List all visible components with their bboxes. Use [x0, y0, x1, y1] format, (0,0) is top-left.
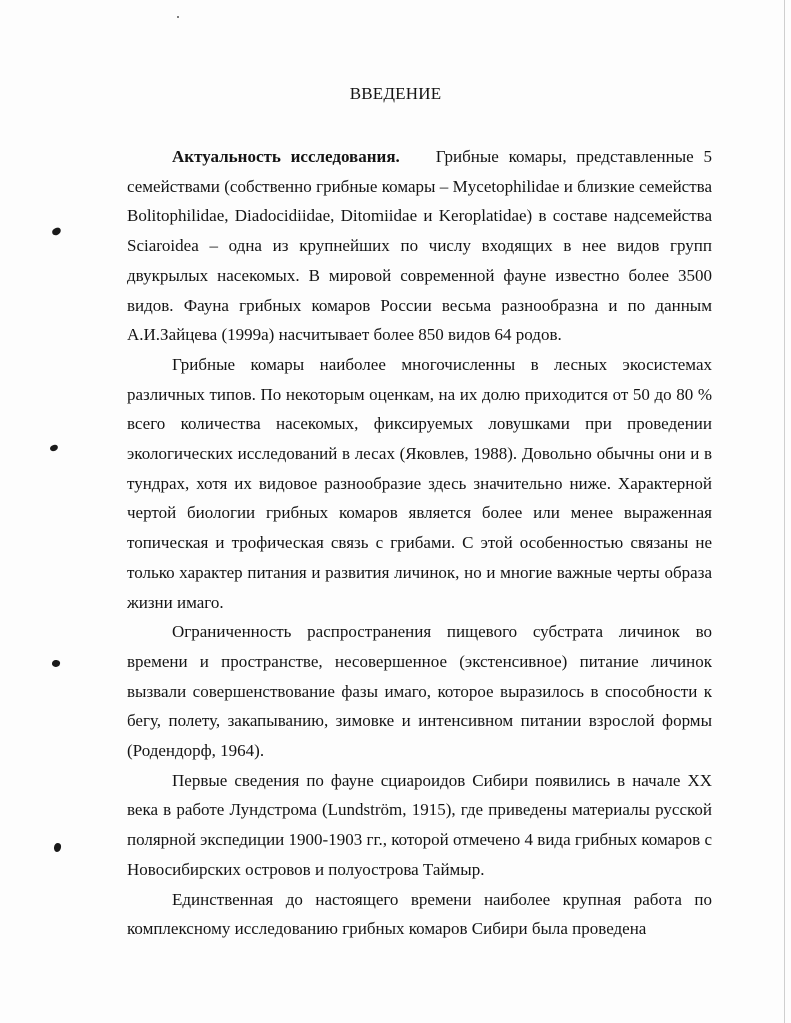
scan-speck — [177, 16, 179, 18]
paragraph — [127, 142, 712, 350]
binding-hole-mark — [49, 444, 58, 452]
paragraph-lead: Актуальность исследования. — [172, 147, 400, 166]
binding-hole-mark — [54, 843, 62, 853]
paragraph — [127, 350, 712, 617]
body-text — [127, 142, 712, 944]
binding-hole-mark — [51, 659, 60, 667]
binding-hole-mark — [51, 227, 62, 237]
page-title: ВВЕДЕНИЕ — [349, 84, 442, 103]
paragraph-text: Ограниченность распространения пищевого субстрата личинок во времени и пространстве, несовершенное (экстенсивное) питание личинок вызвали совершенствование фазы имаго, которое выразилось в способности к бегу, полету, закапыванию, зимовке и интенсивном питании взрослой формы (Родендорф, 1964). — [127, 622, 712, 761]
paragraph-text: Первые сведения по фауне сциароидов Сибири появились в начале XX века в работе Лундстрома (Lundström, 1915), где приведены материалы русской полярной экспедиции 1900-1903 гг., которой отмечено 4 вида грибных комаров с Новосибирских островов и полуострова Таймыр. — [127, 770, 712, 879]
paragraph-text: Грибные комары наиболее многочисленны в лесных экосистемах различных типов. По некоторым оценкам, на их долю приходится от 50 до 80 % всего количества насекомых, фиксируемых ловушками при проведении экологических исследований в лесах (Яковлев, 1988). Довольно обычны они и в тундрах, хотя их видовое разнообразие здесь значительно ниже. Характерной чертой биологии грибных комаров является более или менее выраженная топическая и трофическая связь с грибами. С этой особенностью связаны не только характер питания и развития личинок, но и многие важные черты образа жизни имаго. — [127, 354, 712, 612]
scan-edge-line — [784, 0, 785, 1023]
paragraph — [127, 766, 712, 885]
paragraph — [127, 617, 712, 766]
paragraph-text: Грибные комары, представленные 5 семействами (собственно грибные комары – Mycetophilidae и близкие семейства Bolitophilidae, Diadocidiidae, Ditomiidae и Keroplatidae) в составе надсемейства Sciaroidea – одна из крупнейших по числу входящих в нее видов групп двукрылых насекомых. В мировой современной фауне известно более 3500 видов. Фауна грибных комаров России весьма разнообразна и по данным А.И.Зайцева (1999а) насчитывает более 850 видов 64 родов. — [127, 147, 712, 345]
paragraph — [127, 885, 712, 944]
paragraph-text: Единственная до настоящего времени наиболее крупная работа по комплексному исследованию грибных комаров Сибири была проведена — [127, 889, 712, 939]
